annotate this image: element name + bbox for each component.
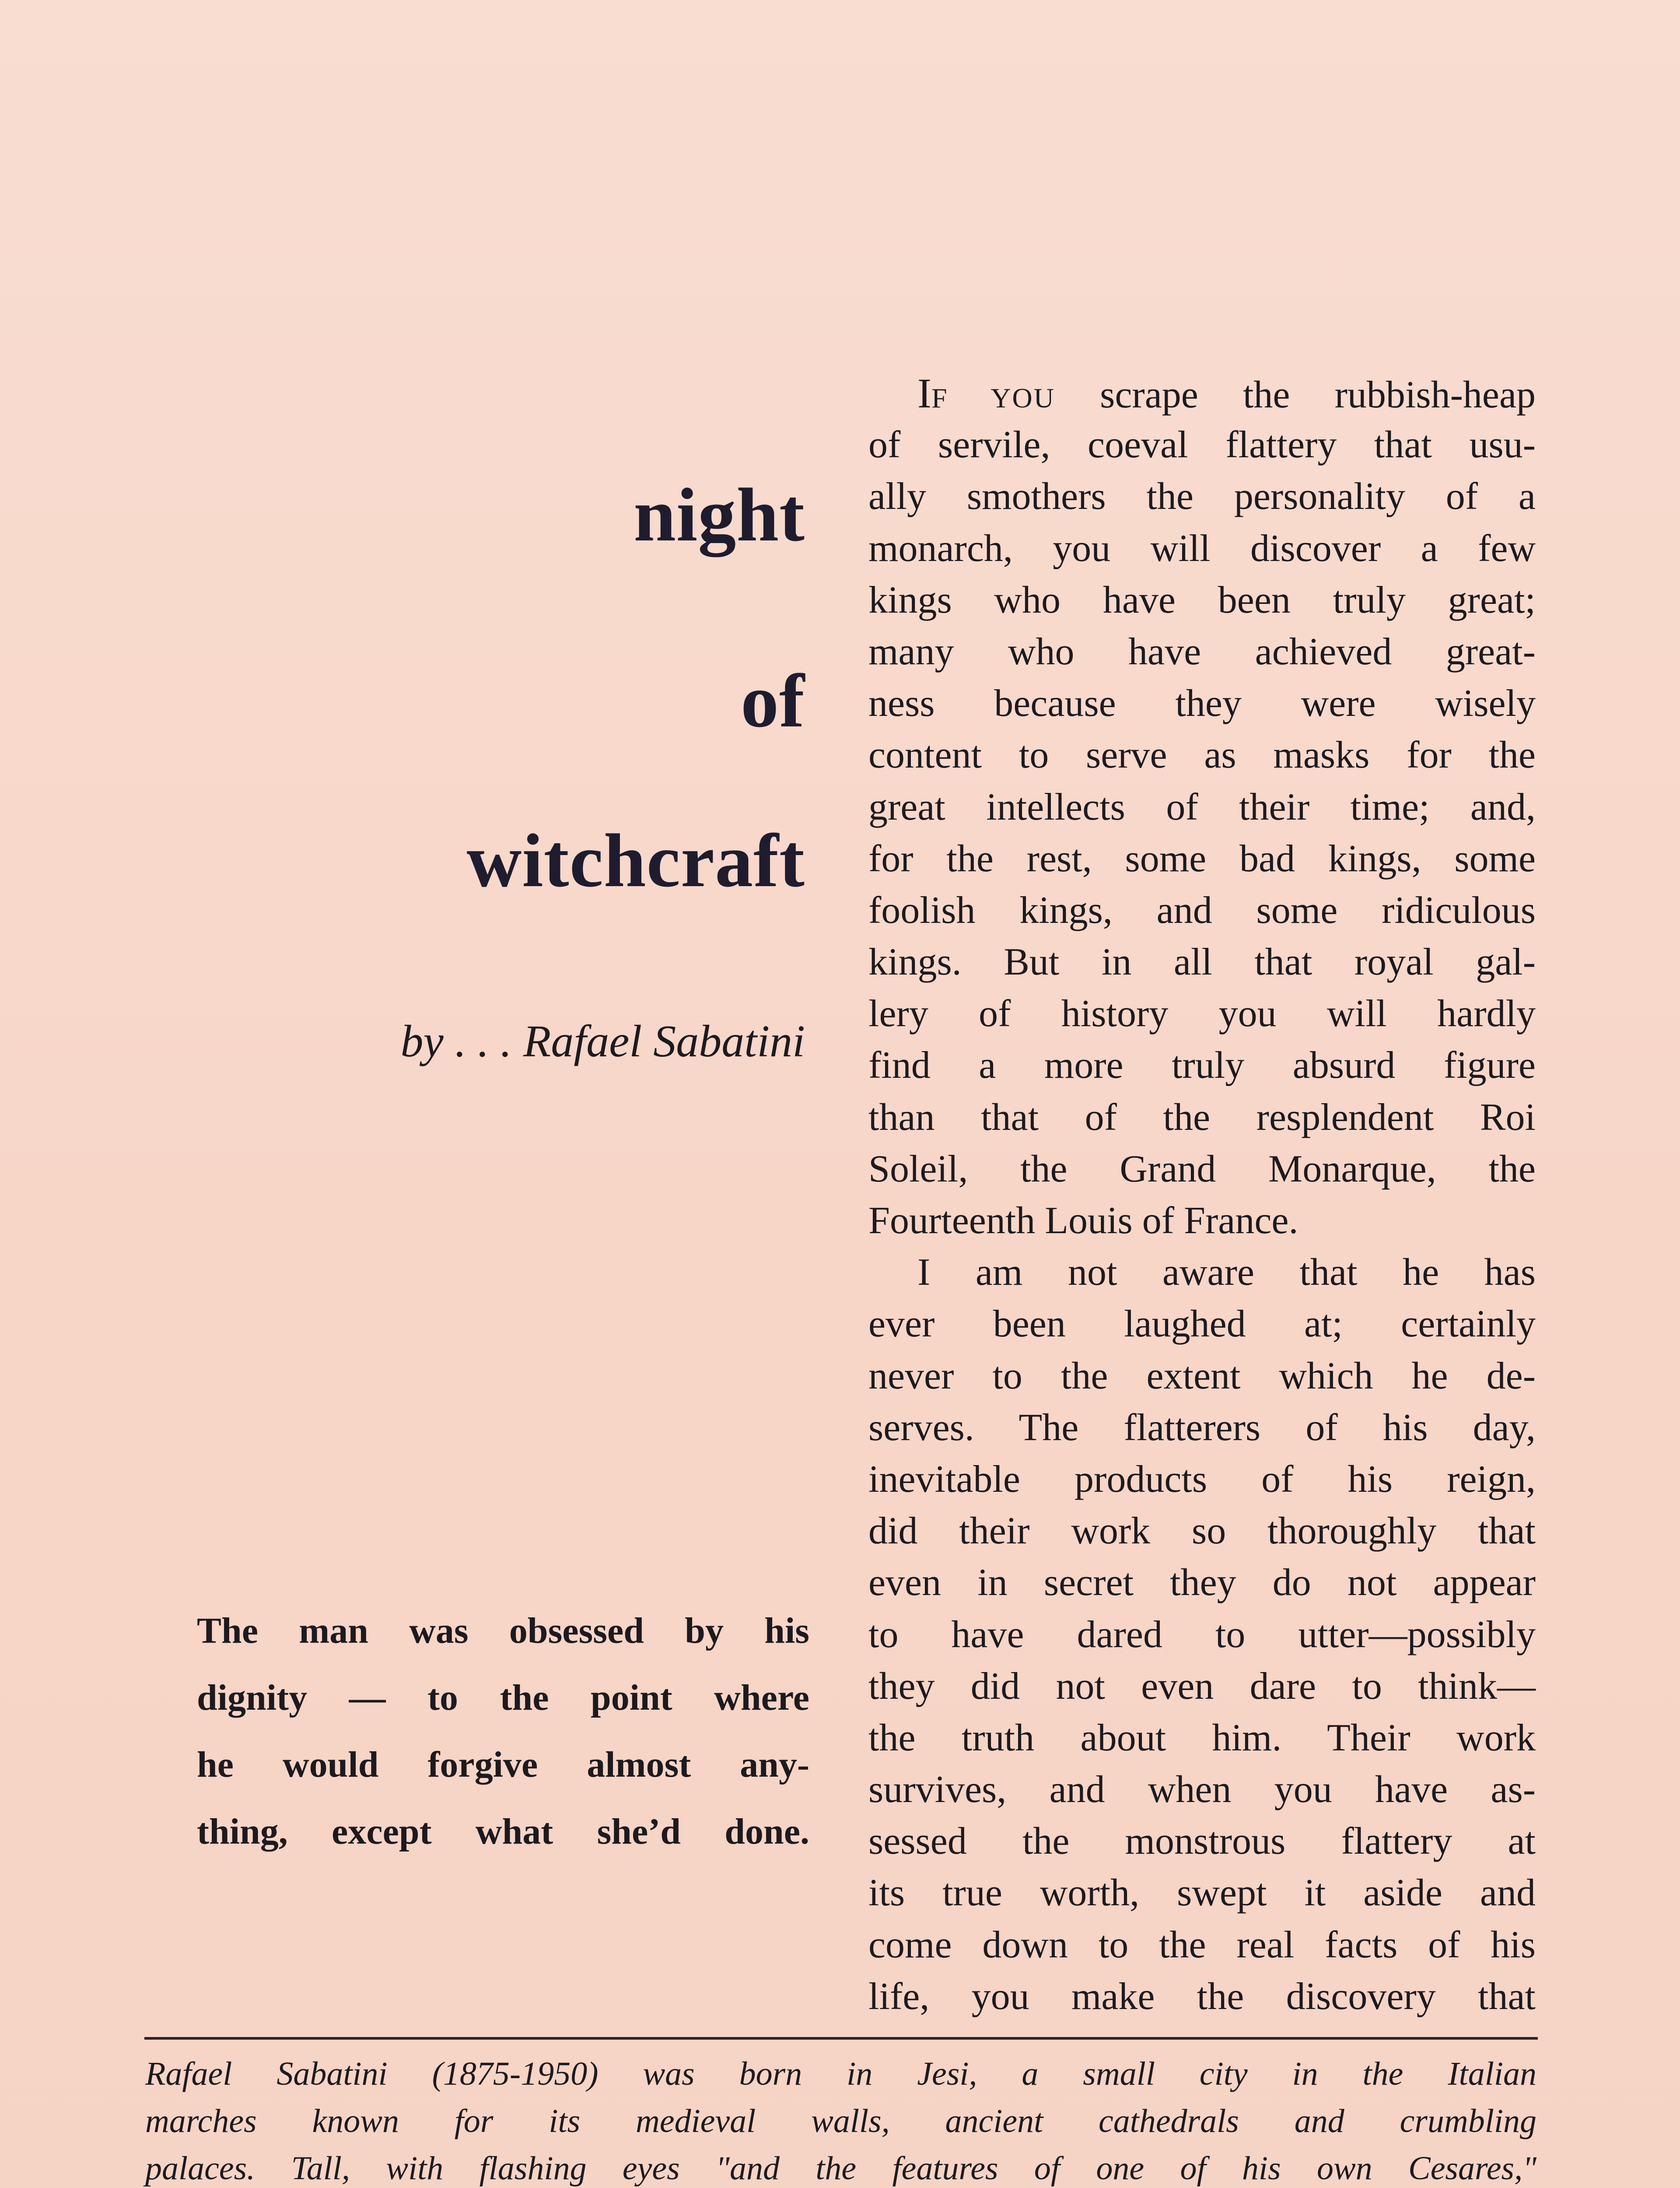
body-line: did their work so thoroughly that <box>868 1510 1536 1553</box>
body-line: many who have achieved great- <box>868 630 1536 673</box>
lead-smallcaps: F YOU <box>931 382 1055 414</box>
body-line: sessed the monstrous flattery at <box>868 1820 1536 1863</box>
body-line: never to the extent which he de- <box>868 1354 1536 1397</box>
body-line-text: scrape the rubbish-heap <box>1055 374 1536 416</box>
body-line: of servile, coeval flattery that usu- <box>868 424 1536 466</box>
body-line: for the rest, some bad kings, some <box>868 837 1536 880</box>
body-line: monarch, you will discover a few <box>868 527 1536 570</box>
body-line: they did not even dare to think— <box>868 1665 1536 1708</box>
body-line: life, you make the discovery that <box>868 1975 1536 2018</box>
author-byline: by . . . Rafael Sabatini <box>400 1016 805 1066</box>
blurb-line: The man was obsessed by his <box>197 1610 809 1651</box>
note-line: palaces. Tall, with flashing eyes "and the features of one of his own Cesares," <box>145 2150 1536 2187</box>
drop-initial: I <box>917 370 931 417</box>
body-line: come down to the real facts of his <box>868 1923 1536 1966</box>
body-line <box>868 368 1536 419</box>
author-note <box>145 2050 1536 2188</box>
body-line: than that of the resplendent Roi <box>868 1096 1536 1139</box>
body-line: foolish kings, and some ridiculous <box>868 889 1536 932</box>
body-line: ness because they were wisely <box>868 682 1536 725</box>
body-line: inevitable products of his reign, <box>868 1458 1536 1501</box>
body-line: lery of history you will hardly <box>868 992 1536 1035</box>
story-blurb <box>197 1597 809 1865</box>
body-line: find a more truly absurd figure <box>868 1044 1536 1087</box>
body-line: survives, and when you have as- <box>868 1768 1536 1811</box>
note-line: marches known for its medieval walls, ancient cathedrals and crumbling <box>145 2103 1536 2139</box>
body-line: to have dared to utter—possibly <box>868 1613 1536 1656</box>
body-line: ever been laughed at; certainly <box>868 1303 1536 1346</box>
body-line: great intellects of their time; and, <box>868 785 1536 828</box>
body-line: content to serve as masks for the <box>868 734 1536 777</box>
divider-rule-top <box>144 2037 1538 2040</box>
body-line: the truth about him. Their work <box>868 1716 1536 1759</box>
story-title-line-2: of <box>741 659 805 743</box>
body-line: Fourteenth Louis of France. <box>868 1199 1298 1242</box>
body-line: Soleil, the Grand Monarque, the <box>868 1147 1536 1190</box>
body-line: ally smothers the personality of a <box>868 475 1536 518</box>
body-line: serves. The flatterers of his day, <box>868 1406 1536 1449</box>
body-line: I am not aware that he has <box>917 1251 1536 1294</box>
blurb-line: thing, except what she’d done. <box>197 1811 809 1852</box>
story-title-line-1: night <box>634 473 805 557</box>
body-line: its true worth, swept it aside and <box>868 1872 1536 1914</box>
story-body-text <box>868 368 1536 2023</box>
blurb-line: dignity — to the point where <box>197 1677 809 1718</box>
story-title-line-3: witchcraft <box>466 818 805 903</box>
blurb-line: he would forgive almost any- <box>197 1744 809 1785</box>
body-line: even in secret they do not appear <box>868 1561 1536 1604</box>
body-line: kings who have been truly great; <box>868 579 1536 621</box>
body-line: kings. But in all that royal gal- <box>868 941 1536 984</box>
note-line: Rafael Sabatini (1875-1950) was born in Jesi, a small city in the Italian <box>145 2055 1536 2092</box>
